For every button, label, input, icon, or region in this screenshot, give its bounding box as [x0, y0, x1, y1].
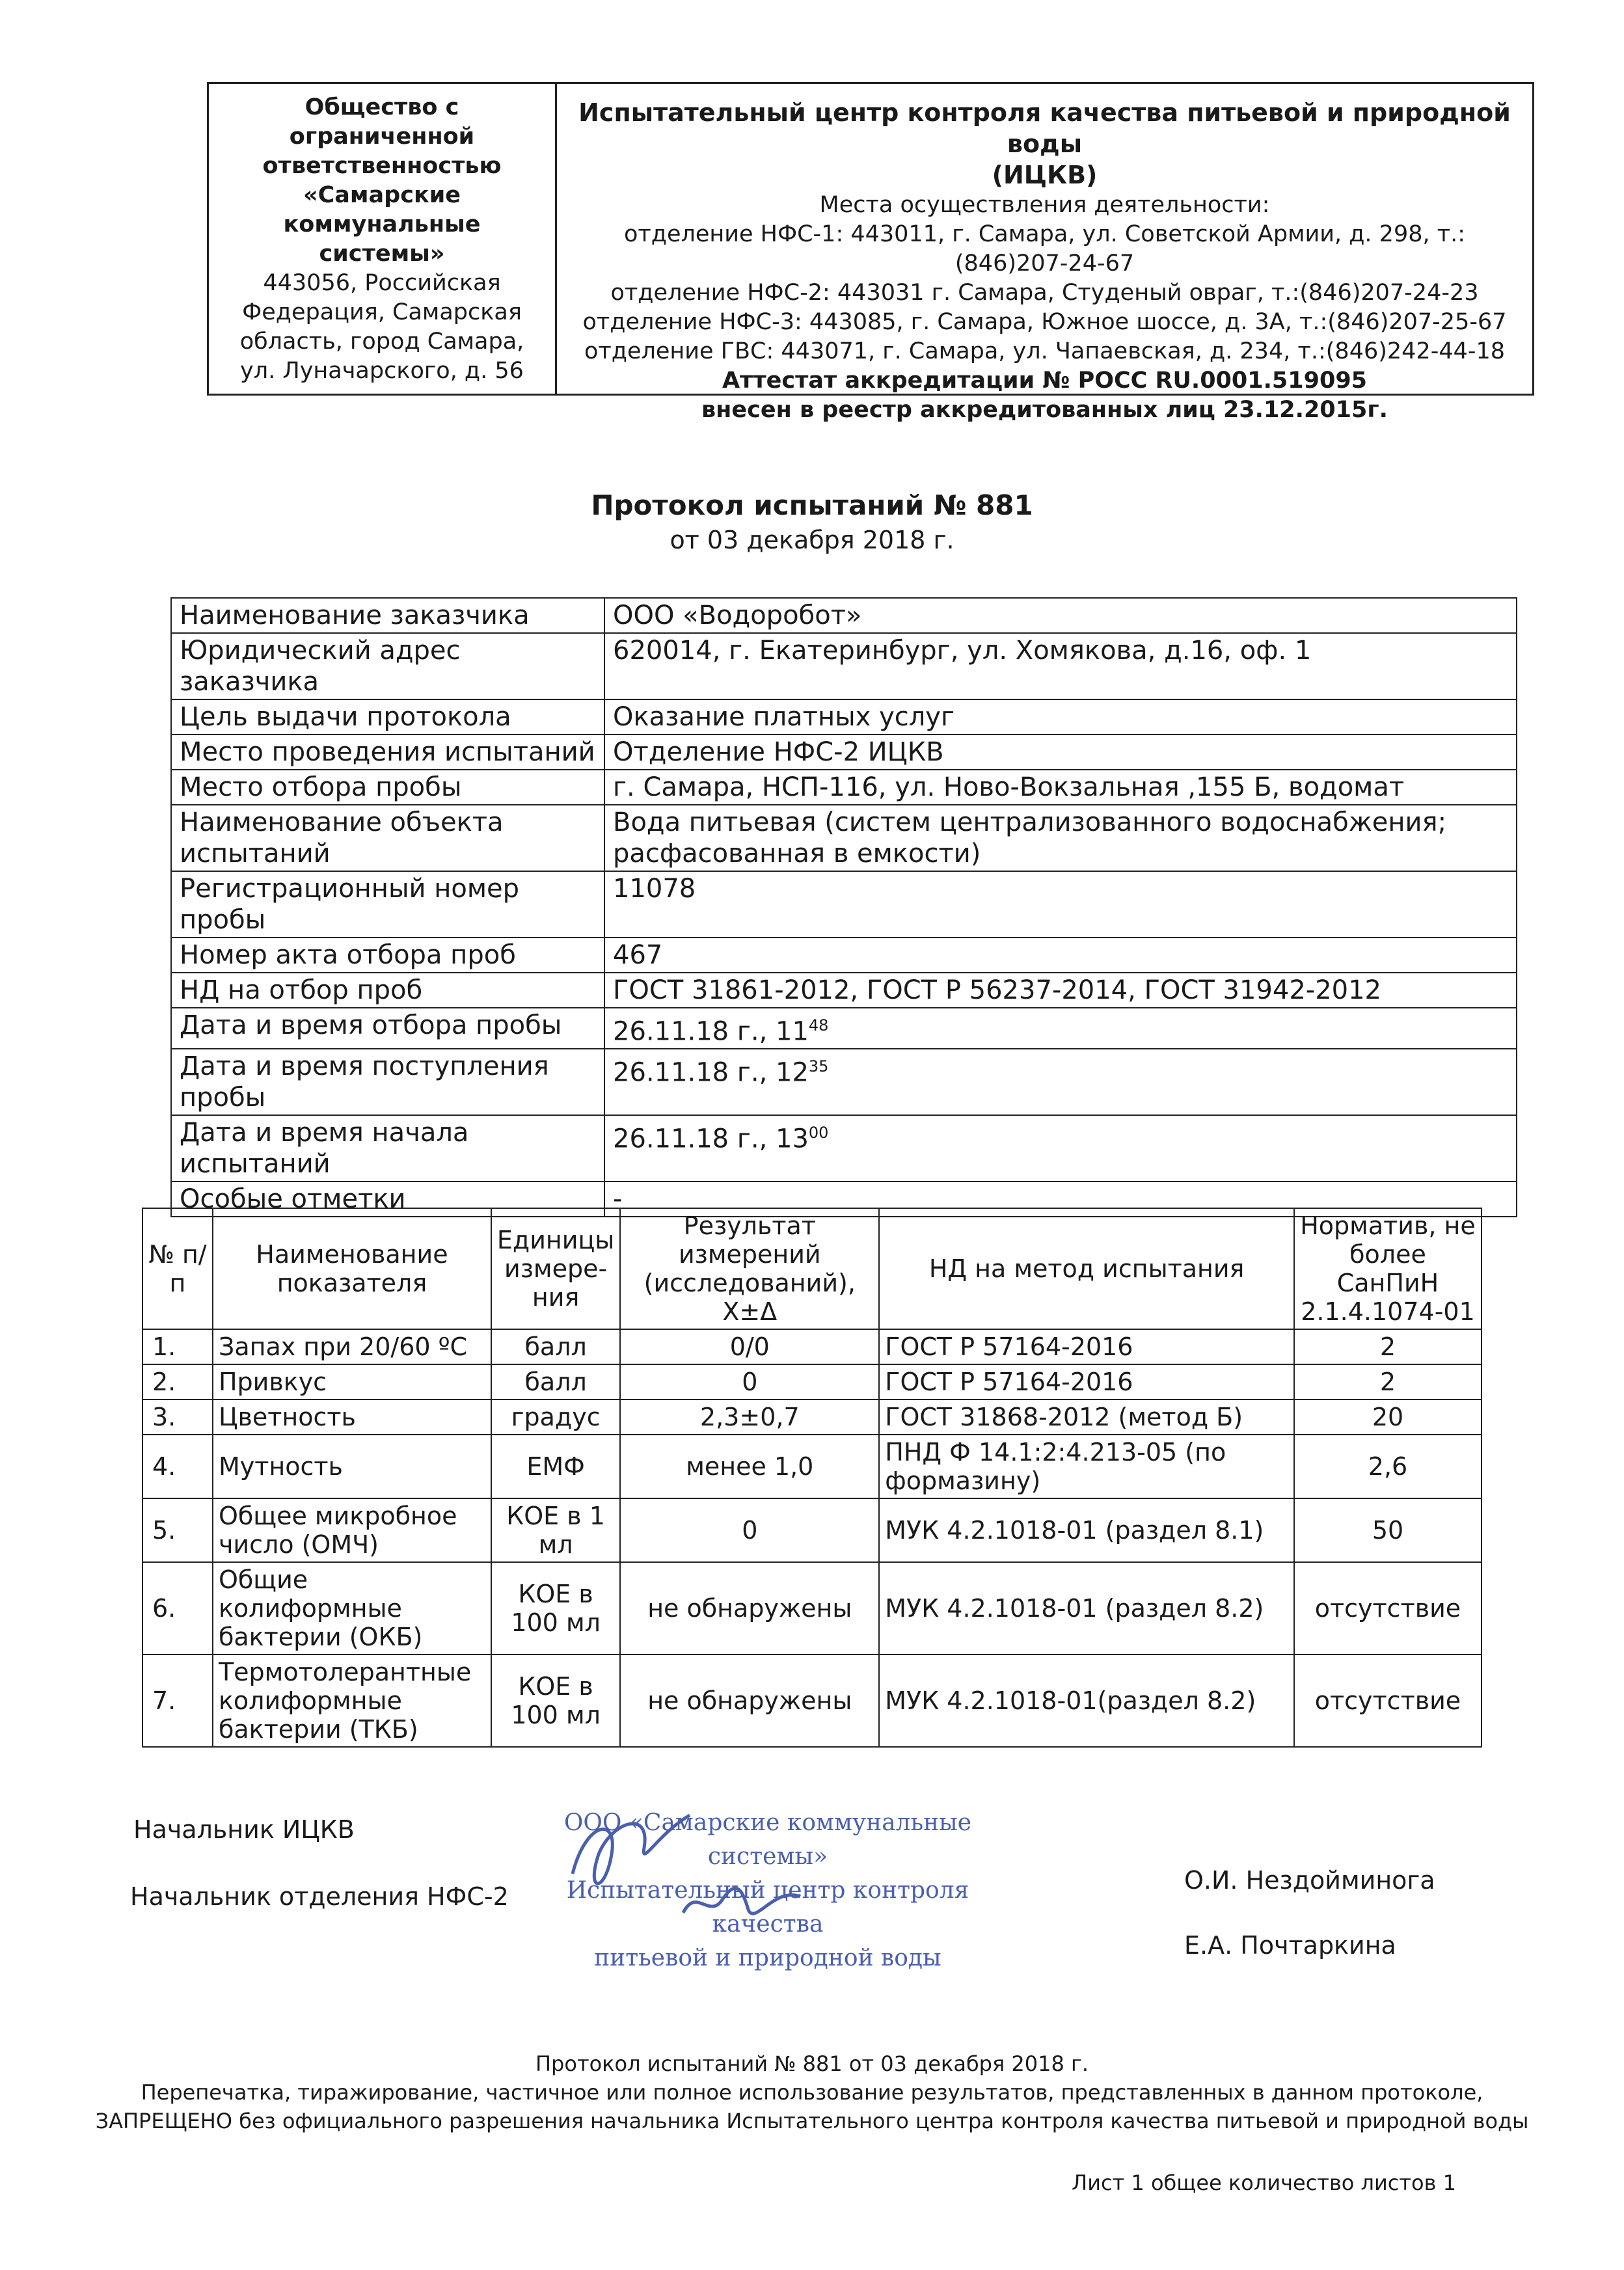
info-value-minutes: 35: [808, 1057, 829, 1076]
info-key: НД на отбор проб: [171, 973, 604, 1008]
info-value: [604, 973, 1517, 1008]
sample-info-table: [170, 597, 1517, 1217]
row-num: 7.: [142, 1655, 213, 1747]
info-value-text: Оказание платных услуг: [613, 702, 954, 732]
info-row: [171, 938, 1517, 973]
info-value-text: 26.11.18 г., 13: [613, 1124, 809, 1154]
signature-name-head: О.И. Нездойминога: [1184, 1866, 1435, 1895]
row-num: 1.: [142, 1329, 213, 1364]
info-row: [171, 1049, 1517, 1115]
info-key: Дата и время поступления пробы: [171, 1049, 604, 1115]
info-key: Особые отметки: [171, 1182, 604, 1217]
row-name: Привкус: [213, 1364, 491, 1399]
info-value: [604, 699, 1517, 735]
col-method: НД на метод испытания: [879, 1208, 1294, 1329]
row-name: Общее микробное число (ОМЧ): [213, 1498, 491, 1562]
row-unit: ЕМФ: [491, 1435, 620, 1498]
info-value: [604, 598, 1517, 633]
info-key: Юридический адрес заказчика: [171, 633, 604, 699]
result-row: [142, 1329, 1482, 1364]
info-key: Дата и время отбора пробы: [171, 1008, 604, 1049]
row-method: ГОСТ Р 57164-2016: [879, 1329, 1294, 1364]
org-address-line: ул. Луначарского, д. 56: [240, 358, 524, 384]
org-line: системы»: [319, 241, 445, 267]
info-row: [171, 1008, 1517, 1049]
row-method: ПНД Ф 14.1:2:4.213-05 (по формазину): [879, 1435, 1294, 1498]
info-value: [604, 871, 1517, 938]
row-unit: балл: [491, 1329, 620, 1364]
col-num: № п/п: [142, 1208, 213, 1329]
info-value: [604, 1008, 1517, 1049]
info-value: [604, 633, 1517, 699]
footer-notice: Перепечатка, тиражирование, частичное или полное использование результатов, представленных в данном протоколе,: [141, 2080, 1483, 2105]
row-num: 4.: [142, 1435, 213, 1498]
info-value-text: -: [613, 1184, 623, 1215]
row-norm: 50: [1294, 1498, 1482, 1562]
center-abbr: (ИЦКВ): [992, 161, 1098, 189]
row-norm: отсутствие: [1294, 1655, 1482, 1747]
info-value-text: 26.11.18 г., 12: [613, 1057, 809, 1088]
info-value: [604, 1049, 1517, 1115]
row-name: Цветность: [213, 1399, 491, 1435]
row-unit: КОЕ в 100 мл: [491, 1562, 620, 1655]
row-name: Запах при 20/60 ºС: [213, 1329, 491, 1364]
org-line: коммунальные: [283, 211, 481, 237]
info-row: [171, 871, 1517, 938]
org-address-line: Федерация, Самарская: [242, 299, 522, 325]
info-value-text: Отделение НФС-2 ИЦКВ: [613, 737, 944, 767]
row-method: МУК 4.2.1018-01 (раздел 8.1): [879, 1498, 1294, 1562]
row-method: МУК 4.2.1018-01 (раздел 8.2): [879, 1562, 1294, 1655]
row-num: 5.: [142, 1498, 213, 1562]
protocol-date: от 03 декабря 2018 г.: [670, 526, 954, 554]
row-result: 0: [620, 1498, 879, 1562]
info-row: [171, 598, 1517, 633]
info-key: Регистрационный номер пробы: [171, 871, 604, 938]
row-num: 3.: [142, 1399, 213, 1435]
org-address-line: область, город Самара,: [239, 329, 524, 355]
result-row: [142, 1399, 1482, 1435]
results-table: [142, 1208, 1482, 1748]
info-row: [171, 699, 1517, 735]
organization-block: [209, 84, 557, 394]
info-value: [604, 1115, 1517, 1182]
stamp-line: ООО «Самарские коммунальные системы»: [563, 1809, 972, 1870]
result-row: [142, 1498, 1482, 1562]
stamp-line: питьевой и природной воды: [594, 1945, 941, 1971]
row-norm: 2,6: [1294, 1435, 1482, 1498]
test-center-block: [557, 84, 1532, 423]
row-num: 2.: [142, 1364, 213, 1399]
locations-label: Места осуществления деятельности:: [819, 192, 1270, 218]
col-unit: Единицы измере-ния: [491, 1208, 620, 1329]
protocol-title: Протокол испытаний № 881: [591, 489, 1033, 521]
info-value-minutes: 00: [808, 1124, 829, 1142]
info-value: [604, 938, 1517, 973]
row-norm: 2: [1294, 1364, 1482, 1399]
row-result: 2,3±0,7: [620, 1399, 879, 1435]
info-row: [171, 770, 1517, 805]
info-value-minutes: 48: [808, 1016, 829, 1034]
location-line: отделение НФС-2: 443031 г. Самара, Студеный овраг, т.:(846)207-24-23: [610, 280, 1479, 306]
col-norm: Норматив, не более СанПиН 2.1.4.1074-01: [1294, 1208, 1482, 1329]
signature-role-dept: Начальник отделения НФС-2: [130, 1882, 509, 1911]
info-key: Номер акта отбора проб: [171, 938, 604, 973]
footer-protocol-ref: Протокол испытаний № 881 от 03 декабря 2018 г.: [535, 2051, 1089, 2076]
info-value: [604, 770, 1517, 805]
info-key: Наименование объекта испытаний: [171, 805, 604, 871]
row-result: не обнаружены: [620, 1655, 879, 1747]
result-row: [142, 1562, 1482, 1655]
result-row: [142, 1435, 1482, 1498]
row-method: ГОСТ 31868-2012 (метод Б): [879, 1399, 1294, 1435]
org-line: ограниченной: [289, 124, 475, 150]
row-method: МУК 4.2.1018-01(раздел 8.2): [879, 1655, 1294, 1747]
row-unit: балл: [491, 1364, 620, 1399]
info-key: Наименование заказчика: [171, 598, 604, 633]
row-name: Термотолерантные колиформные бактерии (ТКБ): [213, 1655, 491, 1747]
row-result: менее 1,0: [620, 1435, 879, 1498]
org-address-line: 443056, Российская: [263, 270, 501, 296]
info-row: [171, 735, 1517, 770]
row-method: ГОСТ Р 57164-2016: [879, 1364, 1294, 1399]
org-line: Общество с: [304, 94, 459, 120]
info-value-text: 11078: [613, 874, 696, 904]
header-block: [207, 82, 1534, 423]
results-header-row: [142, 1208, 1482, 1329]
footer-prohibition: ЗАПРЕЩЕНО без официального разрешения начальника Испытательного центра контроля качества питьевой и природной воды: [95, 2109, 1529, 2133]
row-unit: КОЕ в 100 мл: [491, 1655, 620, 1747]
info-value-text: 620014, г. Екатеринбург, ул. Хомякова, д.16, оф. 1: [613, 636, 1312, 666]
info-key: Место проведения испытаний: [171, 735, 604, 770]
row-name: Мутность: [213, 1435, 491, 1498]
info-value: [604, 735, 1517, 770]
location-line: отделение НФС-3: 443085, г. Самара, Южное шоссе, д. 3А, т.:(846)207-25-67: [582, 309, 1507, 335]
center-title: Испытательный центр контроля качества питьевой и природной воды: [578, 98, 1511, 158]
info-row: [171, 1115, 1517, 1182]
info-value-text: ГОСТ 31861-2012, ГОСТ Р 56237-2014, ГОСТ 31942-2012: [613, 975, 1381, 1005]
signature-scribble-dept: [677, 1874, 807, 1932]
result-row: [142, 1655, 1482, 1747]
info-row: [171, 805, 1517, 871]
row-unit: градус: [491, 1399, 620, 1435]
org-line: ответственностью: [262, 153, 502, 179]
org-line: «Самарские: [303, 182, 461, 208]
row-unit: КОЕ в 1 мл: [491, 1498, 620, 1562]
accreditation-line: Аттестат аккредитации № РОСС RU.0001.519095: [722, 368, 1368, 394]
info-value-text: 467: [613, 940, 663, 970]
col-name: Наименование показателя: [213, 1208, 491, 1329]
row-name: Общие колиформные бактерии (ОКБ): [213, 1562, 491, 1655]
info-key: Дата и время начала испытаний: [171, 1115, 604, 1182]
row-norm: отсутствие: [1294, 1562, 1482, 1655]
info-row: [171, 633, 1517, 699]
info-value-text: Вода питьевая (систем централизованного водоснабжения; расфасованная в емкости): [613, 807, 1447, 869]
signature-role-head: Начальник ИЦКВ: [133, 1815, 355, 1844]
info-value: [604, 805, 1517, 871]
location-line: отделение НФС-1: 443011, г. Самара, ул. Советской Армии, д. 298, т.:(846)207-24-67: [623, 221, 1466, 277]
location-line: отделение ГВС: 443071, г. Самара, ул. Чапаевская, д. 234, т.:(846)242-44-18: [584, 338, 1506, 364]
signature-name-dept: Е.А. Почтаркина: [1184, 1931, 1396, 1960]
row-result: 0/0: [620, 1329, 879, 1364]
row-result: не обнаружены: [620, 1562, 879, 1655]
info-value-text: г. Самара, НСП-116, ул. Ново-Вокзальная ,155 Б, водомат: [613, 772, 1405, 802]
info-value-text: 26.11.18 г., 11: [613, 1016, 809, 1047]
info-value-text: ООО «Водоробот»: [613, 601, 862, 630]
accreditation-line: внесен в реестр аккредитованных лиц 23.12.2015г.: [701, 397, 1388, 423]
info-row: [171, 973, 1517, 1008]
row-result: 0: [620, 1364, 879, 1399]
info-key: Место отбора пробы: [171, 770, 604, 805]
row-norm: 20: [1294, 1399, 1482, 1435]
row-norm: 2: [1294, 1329, 1482, 1364]
result-row: [142, 1364, 1482, 1399]
row-num: 6.: [142, 1562, 213, 1655]
col-result: Результат измерений (исследований), X±Δ: [620, 1208, 879, 1329]
sheet-count: Лист 1 общее количество листов 1: [1072, 2170, 1456, 2195]
stamp-line: Испытательный центр контроля качества: [566, 1877, 969, 1938]
info-key: Цель выдачи протокола: [171, 699, 604, 735]
